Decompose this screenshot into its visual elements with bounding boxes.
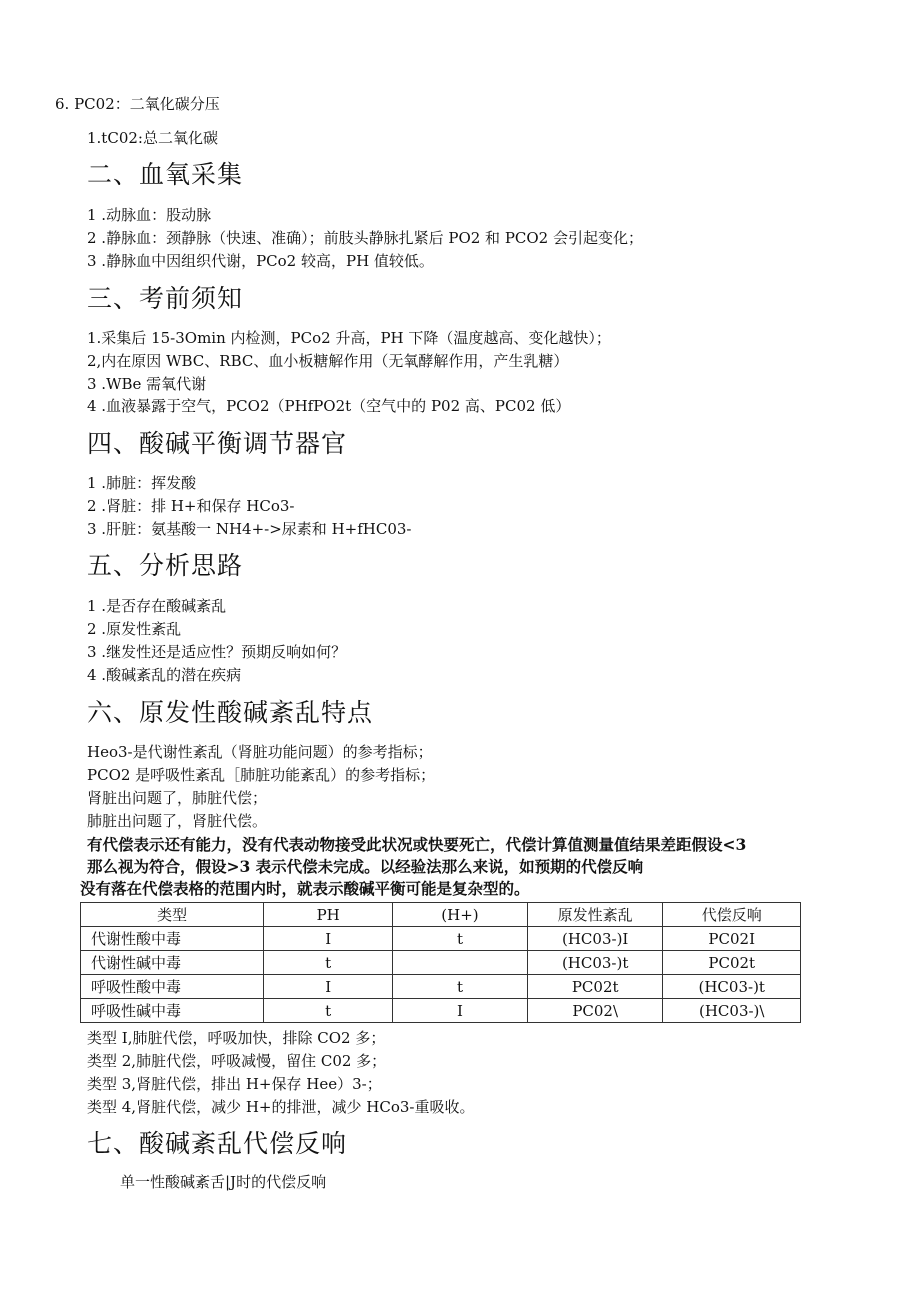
heading-precautions: 三、考前须知 [87, 284, 244, 313]
table-cell: (HC03-)t [663, 975, 801, 999]
paragraph-line: 类型 4,肾脏代偿，减少 H+的排泄，减少 HCo3-重吸收。 [87, 1098, 475, 1116]
item-pco2-definition: 6. PC02：二氧化碳分压 [55, 95, 220, 113]
list-item: 4 .血液暴露于空气，PCO2（PHfPO2t（空气中的 P02 高、PC02 低） [87, 397, 571, 415]
heading-compensation-response: 七、酸碱紊乱代偿反响 [87, 1129, 348, 1158]
subheading: 单一性酸碱紊舌|J时的代偿反响 [120, 1173, 327, 1191]
table-cell: 呼吸性酸中毒 [81, 975, 264, 999]
table-cell: PC02t [527, 975, 663, 999]
table-header-row [81, 903, 801, 927]
table-cell: t [393, 975, 528, 999]
table-row [81, 999, 801, 1023]
table-cell: t [264, 999, 393, 1023]
list-item: 3 .肝脏：氨基酸一 NH4+->尿素和 H+fHC03- [87, 520, 412, 538]
table-cell: PC02\ [527, 999, 663, 1023]
table-header-cell: (H+) [393, 903, 528, 927]
heading-blood-sampling: 二、血氧采集 [87, 160, 244, 189]
paragraph-line: Heo3-是代谢性紊乱（肾脏功能问题）的参考指标； [87, 743, 433, 761]
bold-note-line: 没有落在代偿表格的范围内时，就表示酸碱平衡可能是复杂型的。 [80, 879, 530, 898]
table-cell: PC02t [663, 951, 801, 975]
paragraph-line: 类型 I,肺脏代偿，呼吸加快，排除 CO2 多； [87, 1029, 386, 1047]
item-tco2-definition: 1.tC02:总二氧化碳 [87, 129, 218, 147]
table-cell: I [264, 975, 393, 999]
table-header-cell: PH [264, 903, 393, 927]
list-item: 3 .WBe 需氧代谢 [87, 375, 207, 393]
bold-note-line: 有代偿表示还有能力，没有代表动物接受此状况或快要死亡，代偿计算值测量值结果差距假设<3 [87, 835, 747, 854]
list-item: 1 .动脉血：股动脉 [87, 206, 212, 224]
table-header-cell: 原发性紊乱 [527, 903, 663, 927]
compensation-table [80, 902, 801, 1023]
paragraph-line: 肺脏出问题了，肾脏代偿。 [87, 812, 268, 830]
table-cell: t [264, 951, 393, 975]
table-row [81, 927, 801, 951]
list-item: 2 .静脉血：颈静脉（快速、准确）；前肢头静脉扎紧后 PO2 和 PCO2 会引起变化； [87, 229, 643, 247]
table-cell: 代谢性碱中毒 [81, 951, 264, 975]
heading-regulating-organs: 四、酸碱平衡调节器官 [87, 429, 348, 458]
table-cell: 呼吸性碱中毒 [81, 999, 264, 1023]
table-cell: (HC03-)t [527, 951, 663, 975]
list-item: 1.采集后 15-3Omin 内检测，PCo2 升高，PH 下降（温度越高、变化越快）； [87, 329, 611, 347]
table-row [81, 951, 801, 975]
list-item: 2 .肾脏：排 H+和保存 HCo3- [87, 497, 295, 515]
paragraph-line: PCO2 是呼吸性紊乱［肺脏功能紊乱）的参考指标； [87, 766, 436, 784]
heading-primary-disorder: 六、原发性酸碱紊乱特点 [87, 698, 374, 727]
heading-analysis: 五、分析思路 [87, 551, 244, 580]
table-cell: I [264, 927, 393, 951]
list-item: 1 .肺脏：挥发酸 [87, 474, 197, 492]
paragraph-line: 类型 3,肾脏代偿，排出 H+保存 Hee）3-； [87, 1075, 382, 1093]
bold-note-line: 那么视为符合，假设>3 表示代偿未完成。以经验法那么来说，如预期的代偿反响 [87, 857, 644, 876]
list-item: 1 .是否存在酸碱紊乱 [87, 597, 227, 615]
table-cell: I [393, 999, 528, 1023]
table-header-cell: 代偿反响 [663, 903, 801, 927]
table-cell: (HC03-)I [527, 927, 663, 951]
list-item: 4 .酸碱紊乱的潜在疾病 [87, 666, 242, 684]
table-cell: 代谢性酸中毒 [81, 927, 264, 951]
table-cell [393, 951, 528, 975]
list-item: 3 .静脉血中因组织代谢，PCo2 较高，PH 值较低。 [87, 252, 434, 270]
list-item: 2,内在原因 WBC、RBC、血小板糖解作用（无氧酵解作用，产生乳糖） [87, 352, 569, 370]
paragraph-line: 肾脏出问题了，肺脏代偿； [87, 789, 268, 807]
table-row [81, 975, 801, 999]
paragraph-line: 类型 2,肺脏代偿，呼吸减慢，留住 C02 多； [87, 1052, 387, 1070]
list-item: 2 .原发性紊乱 [87, 620, 182, 638]
table-cell: t [393, 927, 528, 951]
list-item: 3 .继发性还是适应性？预期反响如何？ [87, 643, 347, 661]
table-header-cell: 类型 [81, 903, 264, 927]
table-cell: PC02I [663, 927, 801, 951]
table-cell: (HC03-)\ [663, 999, 801, 1023]
